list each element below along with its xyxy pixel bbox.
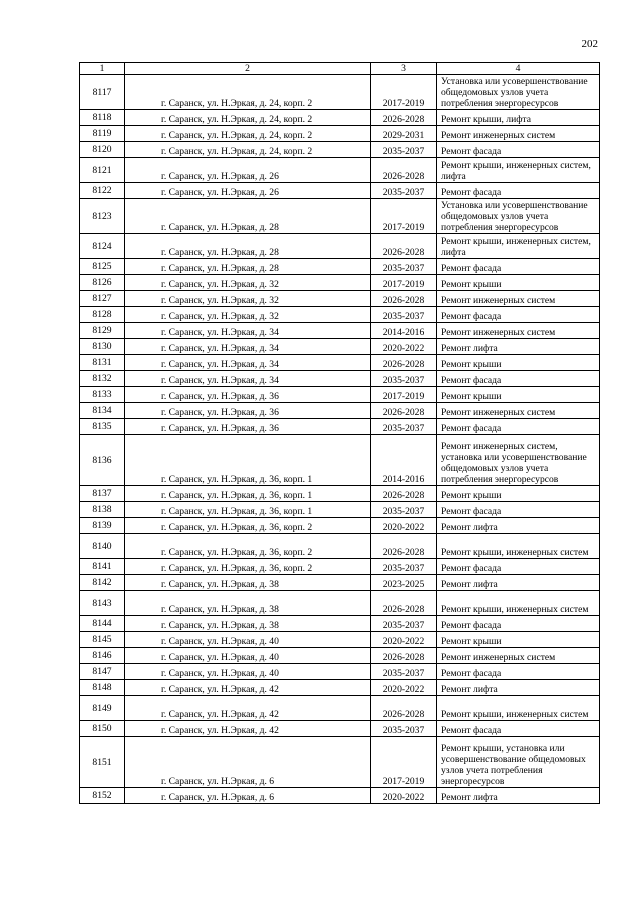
header-cell-address: 2 xyxy=(125,63,371,75)
address-cell: г. Саранск, ул. Н.Эркая, д. 36, корп. 1 xyxy=(125,486,371,502)
row-number-cell: 8143 xyxy=(80,591,125,616)
address-cell: г. Саранск, ул. Н.Эркая, д. 38 xyxy=(125,575,371,591)
address-cell: г. Саранск, ул. Н.Эркая, д. 26 xyxy=(125,158,371,183)
row-number-cell: 8150 xyxy=(80,721,125,737)
table-row xyxy=(80,291,600,307)
address-cell: г. Саранск, ул. Н.Эркая, д. 36 xyxy=(125,419,371,435)
row-number-cell: 8138 xyxy=(80,502,125,518)
row-number-cell: 8137 xyxy=(80,486,125,502)
period-cell: 2035-2037 xyxy=(371,616,437,632)
work-type-cell: Ремонт лифта xyxy=(437,788,600,804)
address-cell: г. Саранск, ул. Н.Эркая, д. 34 xyxy=(125,323,371,339)
period-cell: 2026-2028 xyxy=(371,403,437,419)
table-row xyxy=(80,435,600,486)
work-type-cell: Ремонт крыши, инженерных систем, лифта xyxy=(437,234,600,259)
page-number: 202 xyxy=(581,38,598,50)
row-number-cell: 8125 xyxy=(80,259,125,275)
address-cell: г. Саранск, ул. Н.Эркая, д. 36, корп. 2 xyxy=(125,559,371,575)
table-row xyxy=(80,355,600,371)
work-type-cell: Ремонт инженерных систем xyxy=(437,291,600,307)
work-type-cell: Ремонт инженерных систем xyxy=(437,126,600,142)
table-row xyxy=(80,534,600,559)
work-type-cell: Ремонт инженерных систем, установка или усовершенствование общедомовых узлов учета потребления энергоресурсов xyxy=(437,435,600,486)
address-cell: г. Саранск, ул. Н.Эркая, д. 36, корп. 2 xyxy=(125,534,371,559)
row-number-cell: 8146 xyxy=(80,648,125,664)
table-row xyxy=(80,680,600,696)
period-cell: 2026-2028 xyxy=(371,291,437,307)
work-type-cell: Ремонт лифта xyxy=(437,518,600,534)
period-cell: 2020-2022 xyxy=(371,339,437,355)
table-row xyxy=(80,387,600,403)
work-type-cell: Ремонт фасада xyxy=(437,419,600,435)
period-cell: 2020-2022 xyxy=(371,788,437,804)
period-cell: 2035-2037 xyxy=(371,559,437,575)
row-number-cell: 8147 xyxy=(80,664,125,680)
row-number-cell: 8142 xyxy=(80,575,125,591)
address-cell: г. Саранск, ул. Н.Эркая, д. 34 xyxy=(125,355,371,371)
row-number-cell: 8152 xyxy=(80,788,125,804)
row-number-cell: 8141 xyxy=(80,559,125,575)
period-cell: 2035-2037 xyxy=(371,307,437,323)
table-row xyxy=(80,110,600,126)
work-type-cell: Ремонт крыши, лифта xyxy=(437,110,600,126)
period-cell: 2029-2031 xyxy=(371,126,437,142)
header-cell-period: 3 xyxy=(371,63,437,75)
table-row xyxy=(80,788,600,804)
work-type-cell: Ремонт крыши, инженерных систем, лифта xyxy=(437,158,600,183)
row-number-cell: 8127 xyxy=(80,291,125,307)
work-type-cell: Ремонт фасада xyxy=(437,307,600,323)
address-cell: г. Саранск, ул. Н.Эркая, д. 24, корп. 2 xyxy=(125,142,371,158)
table-row xyxy=(80,234,600,259)
row-number-cell: 8132 xyxy=(80,371,125,387)
address-cell: г. Саранск, ул. Н.Эркая, д. 40 xyxy=(125,664,371,680)
address-cell: г. Саранск, ул. Н.Эркая, д. 28 xyxy=(125,234,371,259)
work-type-cell: Ремонт фасада xyxy=(437,664,600,680)
address-cell: г. Саранск, ул. Н.Эркая, д. 26 xyxy=(125,183,371,199)
table-row xyxy=(80,323,600,339)
table-row xyxy=(80,419,600,435)
row-number-cell: 8148 xyxy=(80,680,125,696)
work-type-cell: Ремонт фасада xyxy=(437,721,600,737)
table-row xyxy=(80,737,600,788)
table-row xyxy=(80,502,600,518)
address-cell: г. Саранск, ул. Н.Эркая, д. 38 xyxy=(125,591,371,616)
table-row xyxy=(80,158,600,183)
period-cell: 2014-2016 xyxy=(371,323,437,339)
work-type-cell: Ремонт лифта xyxy=(437,339,600,355)
table-row xyxy=(80,696,600,721)
table-row xyxy=(80,591,600,616)
period-cell: 2026-2028 xyxy=(371,534,437,559)
work-type-cell: Ремонт лифта xyxy=(437,680,600,696)
address-cell: г. Саранск, ул. Н.Эркая, д. 34 xyxy=(125,371,371,387)
work-type-cell: Ремонт лифта xyxy=(437,575,600,591)
work-type-cell: Ремонт крыши, установка или усовершенствование общедомовых узлов учета потребления энергоресурсов xyxy=(437,737,600,788)
work-type-cell: Ремонт крыши xyxy=(437,486,600,502)
period-cell: 2020-2022 xyxy=(371,518,437,534)
period-cell: 2026-2028 xyxy=(371,591,437,616)
work-type-cell: Ремонт фасада xyxy=(437,371,600,387)
period-cell: 2026-2028 xyxy=(371,355,437,371)
table-row xyxy=(80,199,600,234)
period-cell: 2026-2028 xyxy=(371,234,437,259)
row-number-cell: 8118 xyxy=(80,110,125,126)
address-cell: г. Саранск, ул. Н.Эркая, д. 32 xyxy=(125,307,371,323)
work-type-cell: Ремонт инженерных систем xyxy=(437,648,600,664)
work-type-cell: Установка или усовершенствование общедомовых узлов учета потребления энергоресурсов xyxy=(437,199,600,234)
table-row xyxy=(80,126,600,142)
row-number-cell: 8140 xyxy=(80,534,125,559)
table-row xyxy=(80,183,600,199)
address-cell: г. Саранск, ул. Н.Эркая, д. 40 xyxy=(125,632,371,648)
table-row xyxy=(80,648,600,664)
address-cell: г. Саранск, ул. Н.Эркая, д. 42 xyxy=(125,696,371,721)
period-cell: 2014-2016 xyxy=(371,435,437,486)
table-header-row xyxy=(80,63,600,75)
row-number-cell: 8144 xyxy=(80,616,125,632)
work-type-cell: Ремонт крыши, инженерных систем xyxy=(437,534,600,559)
work-type-cell: Установка или усовершенствование общедомовых узлов учета потребления энергоресурсов xyxy=(437,75,600,110)
work-type-cell: Ремонт фасада xyxy=(437,259,600,275)
address-cell: г. Саранск, ул. Н.Эркая, д. 32 xyxy=(125,291,371,307)
table-row xyxy=(80,616,600,632)
period-cell: 2023-2025 xyxy=(371,575,437,591)
work-type-cell: Ремонт крыши, инженерных систем xyxy=(437,696,600,721)
row-number-cell: 8151 xyxy=(80,737,125,788)
work-type-cell: Ремонт фасада xyxy=(437,616,600,632)
address-cell: г. Саранск, ул. Н.Эркая, д. 36, корп. 1 xyxy=(125,435,371,486)
table-row xyxy=(80,664,600,680)
period-cell: 2017-2019 xyxy=(371,75,437,110)
period-cell: 2035-2037 xyxy=(371,259,437,275)
table-row xyxy=(80,142,600,158)
period-cell: 2017-2019 xyxy=(371,737,437,788)
table-row xyxy=(80,307,600,323)
row-number-cell: 8126 xyxy=(80,275,125,291)
work-type-cell: Ремонт крыши xyxy=(437,355,600,371)
table-row xyxy=(80,371,600,387)
row-number-cell: 8130 xyxy=(80,339,125,355)
row-number-cell: 8124 xyxy=(80,234,125,259)
row-number-cell: 8136 xyxy=(80,435,125,486)
work-type-cell: Ремонт крыши, инженерных систем xyxy=(437,591,600,616)
address-cell: г. Саранск, ул. Н.Эркая, д. 36 xyxy=(125,403,371,419)
period-cell: 2026-2028 xyxy=(371,486,437,502)
row-number-cell: 8119 xyxy=(80,126,125,142)
period-cell: 2035-2037 xyxy=(371,371,437,387)
period-cell: 2035-2037 xyxy=(371,664,437,680)
row-number-cell: 8121 xyxy=(80,158,125,183)
row-number-cell: 8129 xyxy=(80,323,125,339)
work-type-cell: Ремонт инженерных систем xyxy=(437,403,600,419)
row-number-cell: 8134 xyxy=(80,403,125,419)
row-number-cell: 8122 xyxy=(80,183,125,199)
period-cell: 2020-2022 xyxy=(371,680,437,696)
address-cell: г. Саранск, ул. Н.Эркая, д. 28 xyxy=(125,199,371,234)
period-cell: 2026-2028 xyxy=(371,696,437,721)
work-type-cell: Ремонт фасада xyxy=(437,183,600,199)
address-cell: г. Саранск, ул. Н.Эркая, д. 24, корп. 2 xyxy=(125,126,371,142)
repair-schedule-table xyxy=(79,62,600,804)
row-number-cell: 8117 xyxy=(80,75,125,110)
row-number-cell: 8145 xyxy=(80,632,125,648)
address-cell: г. Саранск, ул. Н.Эркая, д. 40 xyxy=(125,648,371,664)
period-cell: 2020-2022 xyxy=(371,632,437,648)
work-type-cell: Ремонт инженерных систем xyxy=(437,323,600,339)
row-number-cell: 8149 xyxy=(80,696,125,721)
address-cell: г. Саранск, ул. Н.Эркая, д. 24, корп. 2 xyxy=(125,75,371,110)
row-number-cell: 8133 xyxy=(80,387,125,403)
period-cell: 2035-2037 xyxy=(371,419,437,435)
period-cell: 2017-2019 xyxy=(371,275,437,291)
address-cell: г. Саранск, ул. Н.Эркая, д. 32 xyxy=(125,275,371,291)
table-body xyxy=(80,63,600,804)
work-type-cell: Ремонт крыши xyxy=(437,632,600,648)
table-row xyxy=(80,721,600,737)
table-row xyxy=(80,75,600,110)
row-number-cell: 8139 xyxy=(80,518,125,534)
work-type-cell: Ремонт крыши xyxy=(437,387,600,403)
row-number-cell: 8135 xyxy=(80,419,125,435)
address-cell: г. Саранск, ул. Н.Эркая, д. 38 xyxy=(125,616,371,632)
period-cell: 2035-2037 xyxy=(371,142,437,158)
period-cell: 2035-2037 xyxy=(371,183,437,199)
address-cell: г. Саранск, ул. Н.Эркая, д. 24, корп. 2 xyxy=(125,110,371,126)
row-number-cell: 8120 xyxy=(80,142,125,158)
table-row xyxy=(80,403,600,419)
address-cell: г. Саранск, ул. Н.Эркая, д. 36, корп. 2 xyxy=(125,518,371,534)
address-cell: г. Саранск, ул. Н.Эркая, д. 6 xyxy=(125,788,371,804)
address-cell: г. Саранск, ул. Н.Эркая, д. 34 xyxy=(125,339,371,355)
row-number-cell: 8128 xyxy=(80,307,125,323)
header-cell-number: 1 xyxy=(80,63,125,75)
work-type-cell: Ремонт фасада xyxy=(437,502,600,518)
period-cell: 2017-2019 xyxy=(371,199,437,234)
address-cell: г. Саранск, ул. Н.Эркая, д. 42 xyxy=(125,680,371,696)
table-row xyxy=(80,275,600,291)
address-cell: г. Саранск, ул. Н.Эркая, д. 36 xyxy=(125,387,371,403)
period-cell: 2017-2019 xyxy=(371,387,437,403)
address-cell: г. Саранск, ул. Н.Эркая, д. 36, корп. 1 xyxy=(125,502,371,518)
row-number-cell: 8131 xyxy=(80,355,125,371)
address-cell: г. Саранск, ул. Н.Эркая, д. 6 xyxy=(125,737,371,788)
table-row xyxy=(80,575,600,591)
header-cell-work-type: 4 xyxy=(437,63,600,75)
table-row xyxy=(80,632,600,648)
period-cell: 2035-2037 xyxy=(371,502,437,518)
period-cell: 2026-2028 xyxy=(371,158,437,183)
address-cell: г. Саранск, ул. Н.Эркая, д. 28 xyxy=(125,259,371,275)
period-cell: 2035-2037 xyxy=(371,721,437,737)
work-type-cell: Ремонт крыши xyxy=(437,275,600,291)
period-cell: 2026-2028 xyxy=(371,110,437,126)
address-cell: г. Саранск, ул. Н.Эркая, д. 42 xyxy=(125,721,371,737)
table-row xyxy=(80,339,600,355)
work-type-cell: Ремонт фасада xyxy=(437,559,600,575)
table-row xyxy=(80,259,600,275)
table-row xyxy=(80,486,600,502)
table-row xyxy=(80,518,600,534)
row-number-cell: 8123 xyxy=(80,199,125,234)
table-row xyxy=(80,559,600,575)
period-cell: 2026-2028 xyxy=(371,648,437,664)
work-type-cell: Ремонт фасада xyxy=(437,142,600,158)
